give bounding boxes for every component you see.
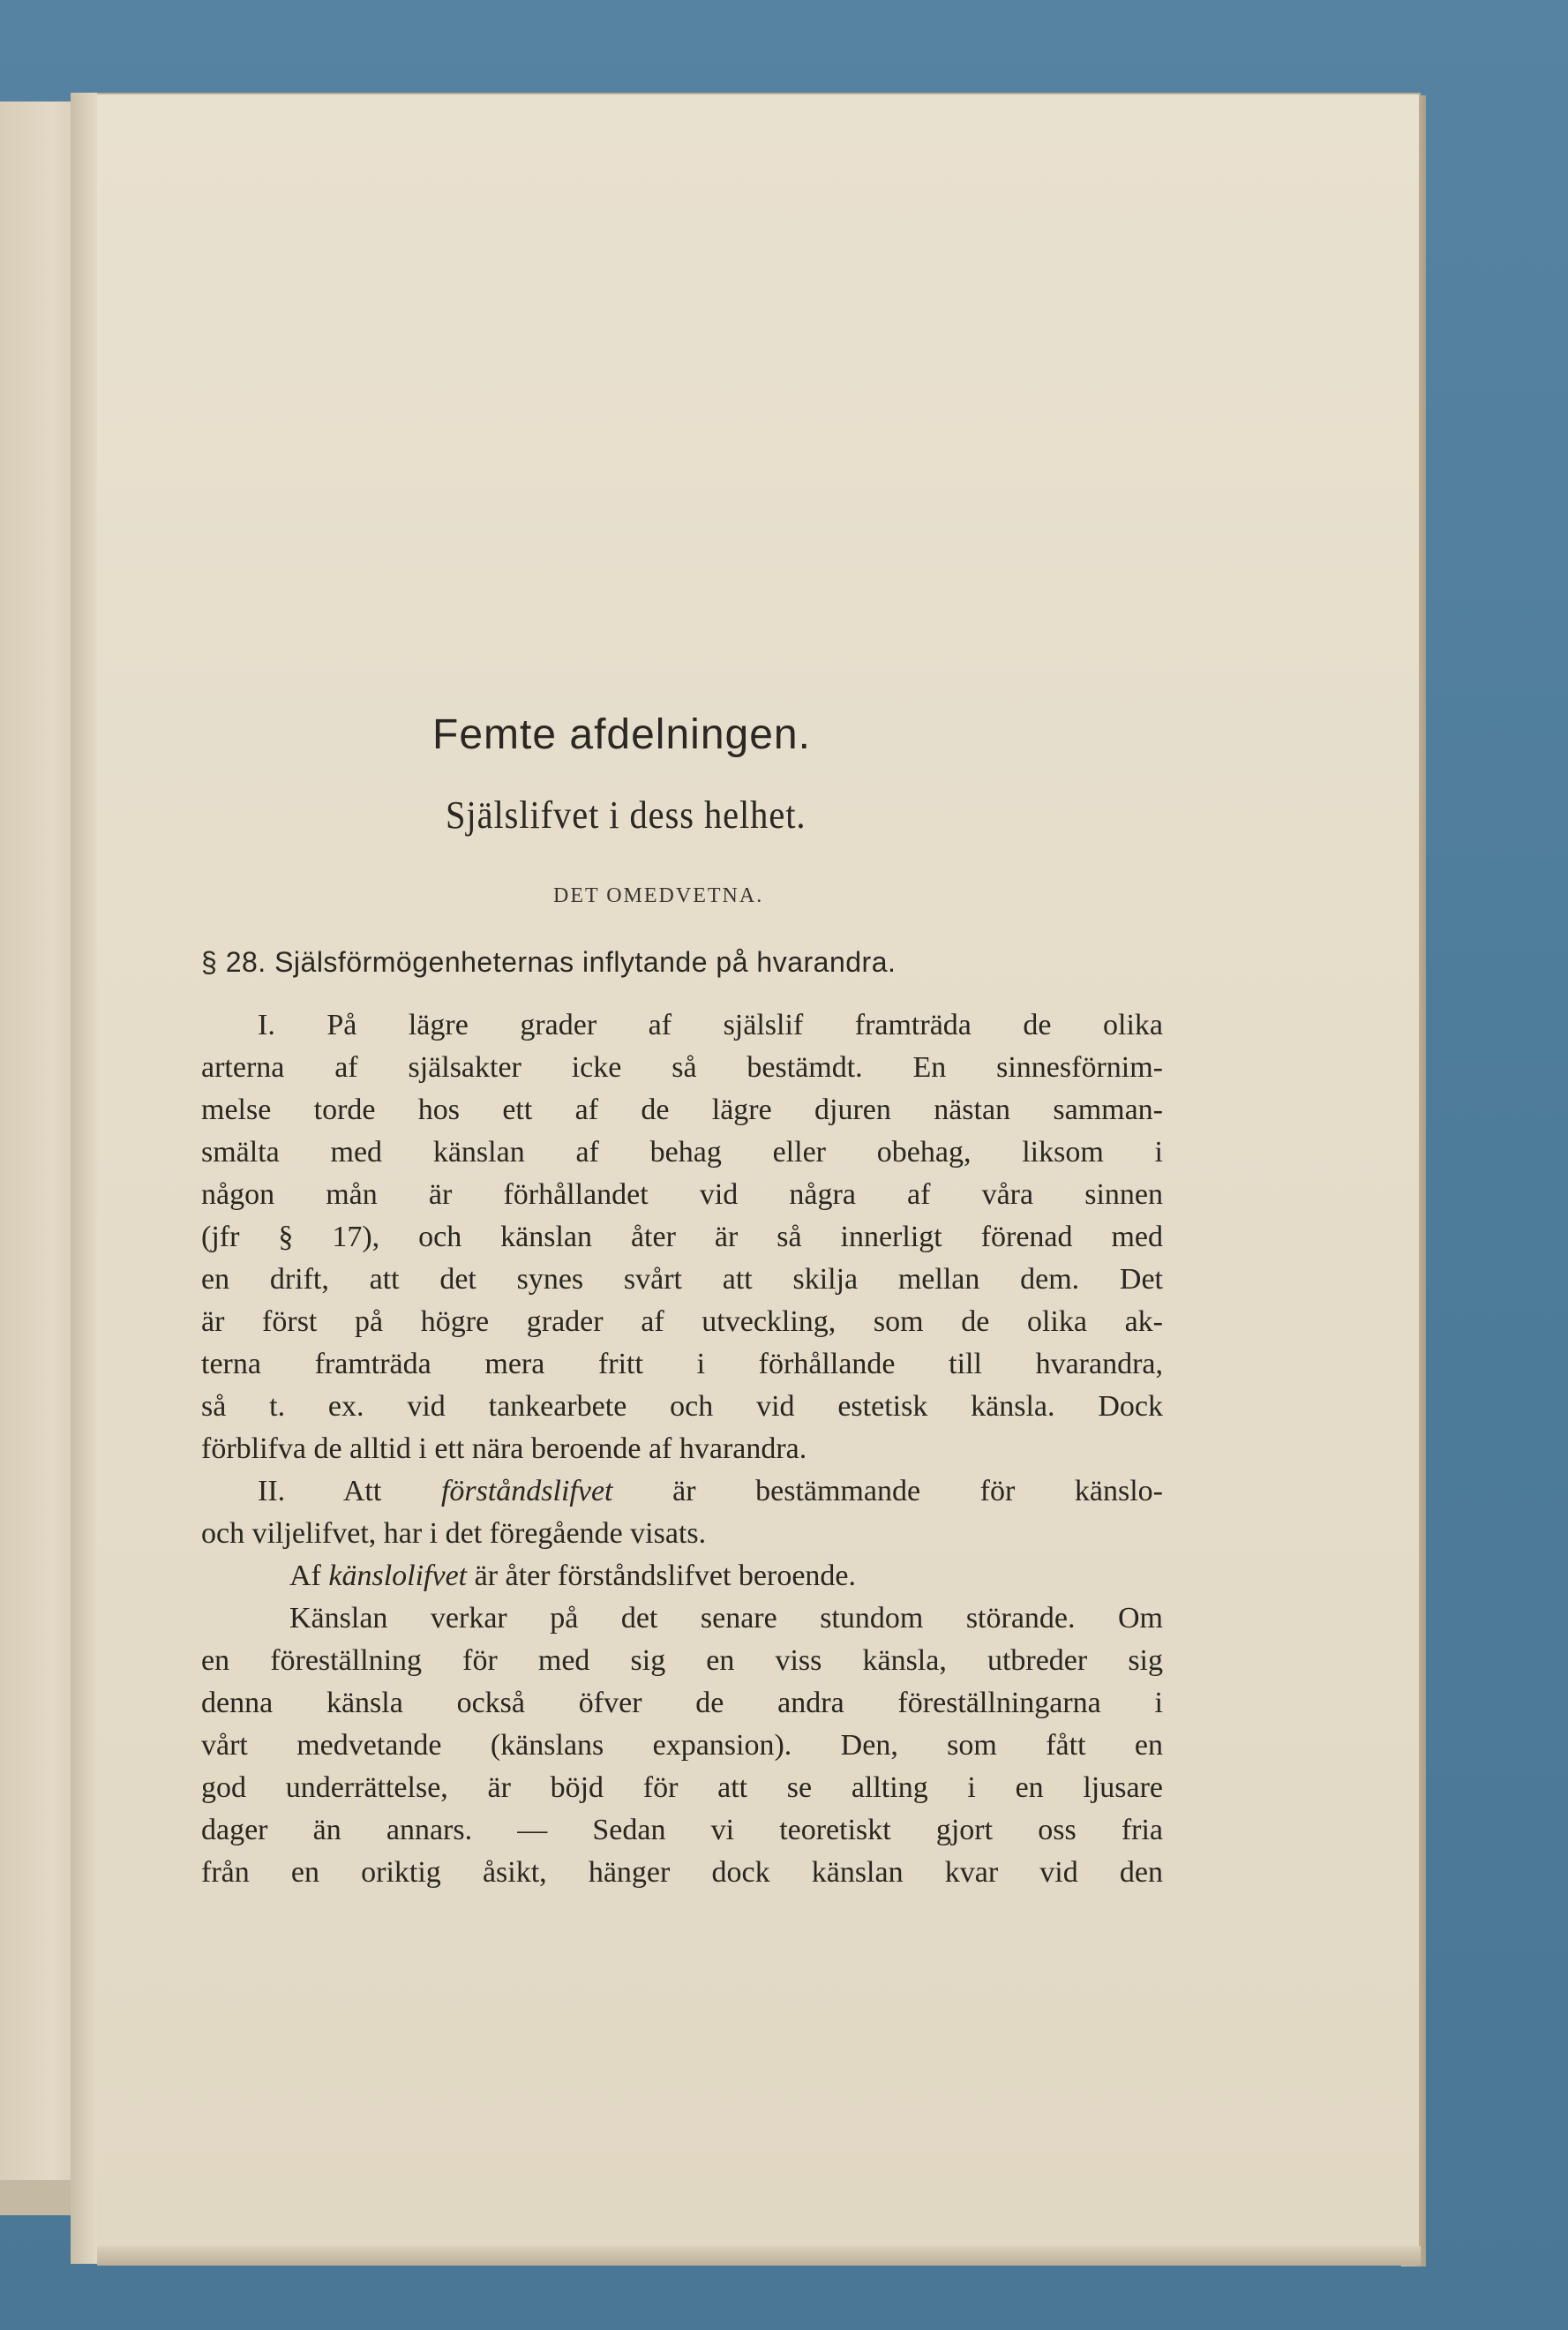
text-line: Känslan verkar på det senare stundom störande. Om xyxy=(289,1602,1163,1635)
text-line xyxy=(201,1555,1163,1597)
text-line: arterna af själsakter icke så bestämdt. En sinnesförnim- xyxy=(201,1051,1163,1084)
text-line: dager än annars. — Sedan vi teoretiskt gjort oss fria xyxy=(201,1814,1163,1846)
text-line: terna framträda mera fritt i förhållande till hvarandra, xyxy=(201,1348,1163,1380)
text-line: från en oriktig åsikt, hänger dock känslan kvar vid den xyxy=(201,1856,1163,1889)
text-line: förblifva de alltid i ett nära beroende af hvarandra. xyxy=(201,1432,807,1465)
text-line xyxy=(201,1470,1163,1513)
section-heading: § 28. Själsförmögenheternas inflytande på hvarandra. xyxy=(201,946,897,978)
part-subtitle: Själslifvet i dess helhet. xyxy=(446,793,807,837)
section-subtitle: DET OMEDVETNA. xyxy=(553,884,764,907)
text-line: melse torde hos ett af de lägre djuren nästan samman- xyxy=(201,1094,1163,1126)
part-heading: Femte afdelningen. xyxy=(432,711,811,758)
italic-term: känslolifvet xyxy=(328,1560,468,1592)
text-segment: Af xyxy=(289,1560,329,1592)
text-segment: är bestämmande för känslo- xyxy=(612,1475,1163,1507)
text-line: vårt medvetande (känslans expansion). Den, som fått en xyxy=(201,1729,1163,1762)
text-line: är först på högre grader af utveckling, som de olika ak- xyxy=(201,1305,1163,1338)
text-segment: är åter förståndslifvet beroende. xyxy=(467,1560,856,1592)
page-stack-bottom xyxy=(97,2246,1421,2266)
text-line: och viljelifvet, har i det föregående visats. xyxy=(201,1517,707,1550)
italic-term: förståndslifvet xyxy=(440,1475,613,1507)
page-gutter xyxy=(71,93,97,2264)
text-line: en föreställning för med sig en viss känsla, utbreder sig xyxy=(201,1644,1163,1677)
text-line: en drift, att det synes svårt att skilja mellan dem. Det xyxy=(201,1263,1163,1296)
text-line: smälta med känslan af behag eller obehag, liksom i xyxy=(201,1136,1163,1169)
text-line: någon mån är förhållandet vid några af våra sinnen xyxy=(201,1178,1163,1211)
text-line: så t. ex. vid tankearbete och vid estetisk känsla. Dock xyxy=(201,1390,1163,1423)
text-line: denna känsla också öfver de andra föreställningarna i xyxy=(201,1687,1163,1719)
body-text xyxy=(201,1004,1163,1894)
text-line: I. På lägre grader af själslif framträda de olika xyxy=(258,1009,1163,1041)
text-segment: II. Att xyxy=(258,1475,441,1507)
text-line: god underrättelse, är böjd för att se allting i en ljusare xyxy=(201,1771,1163,1804)
text-line: (jfr § 17), och känslan åter är så innerligt förenad med xyxy=(201,1221,1163,1253)
